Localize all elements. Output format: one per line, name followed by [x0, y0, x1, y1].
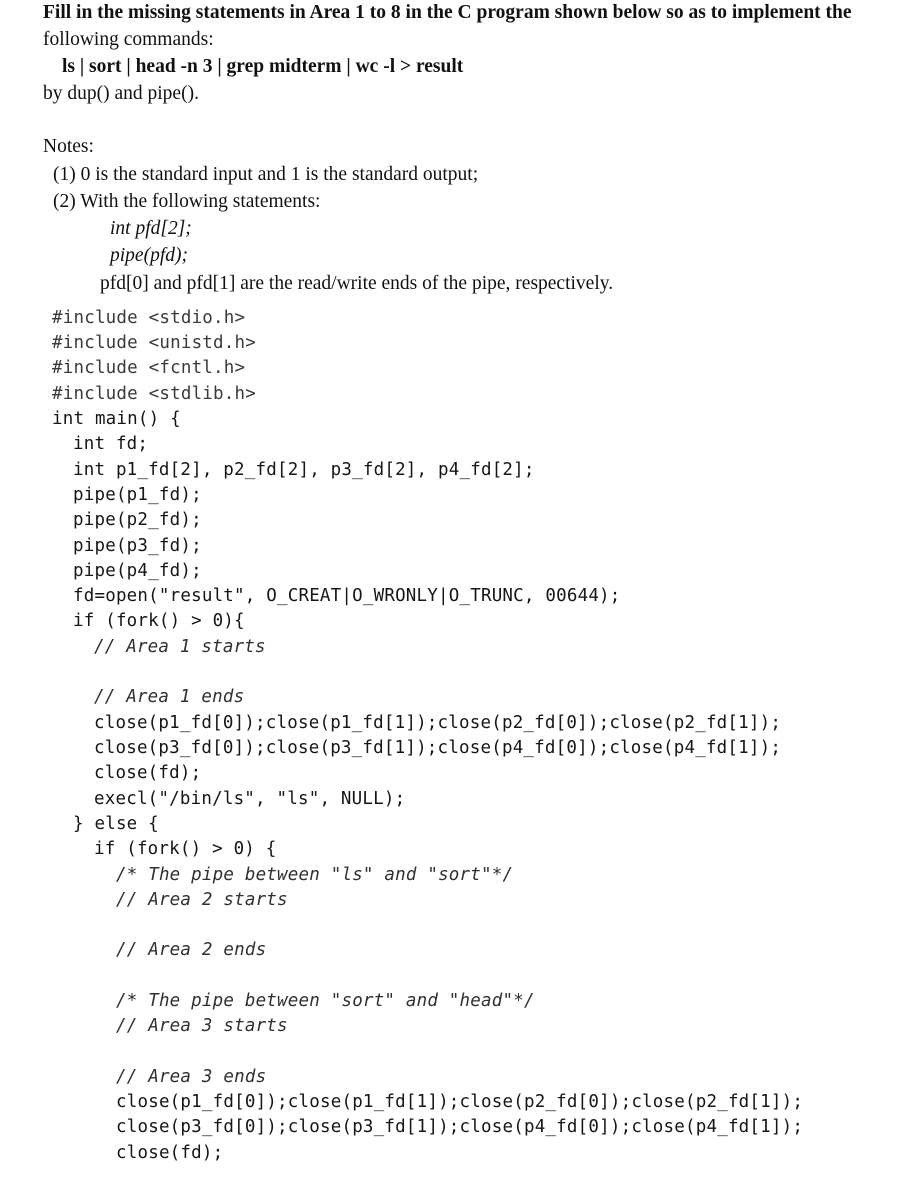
code-line: #include <stdio.h> [52, 308, 246, 328]
area-2-start-comment: // Area 2 starts [116, 890, 288, 910]
code-line: if (fork() > 0){ [73, 611, 245, 631]
notes-heading: Notes: [43, 136, 94, 157]
code-line: int main() { [52, 409, 181, 429]
note-statement-2: pipe(pfd); [110, 245, 188, 266]
code-line: close(p3_fd[0]);close(p3_fd[1]);close(p4_fd[0]);close(p4_fd[1]); [94, 738, 782, 758]
code-line: #include <unistd.h> [52, 333, 256, 353]
area-1-end-comment: // Area 1 ends [94, 687, 245, 707]
note-item-2: (2) With the following statements: [53, 191, 321, 212]
area-3-end-comment: // Area 3 ends [116, 1067, 267, 1087]
question-intro-line [43, 0, 852, 26]
code-line: close(p3_fd[0]);close(p3_fd[1]);close(p4_fd[0]);close(p4_fd[1]); [116, 1117, 804, 1137]
code-line: pipe(p4_fd); [73, 561, 202, 581]
code-line: close(p1_fd[0]);close(p1_fd[1]);close(p2_fd[0]);close(p2_fd[1]); [116, 1092, 804, 1112]
code-line: #include <stdlib.h> [52, 384, 256, 404]
code-line: int fd; [73, 434, 149, 454]
code-line: #include <fcntl.h> [52, 358, 246, 378]
code-line: fd=open("result", O_CREAT|O_WRONLY|O_TRUNC, 00644); [73, 586, 621, 606]
pipeline-command: ls | sort | head -n 3 | grep midterm | wc -l > result [62, 56, 464, 77]
area-1-start-comment: // Area 1 starts [94, 637, 266, 657]
area-3-start-comment: // Area 3 starts [116, 1016, 288, 1036]
code-line: } else { [73, 814, 159, 834]
question-intro-rest: so as to implement the [661, 2, 852, 23]
code-line: int p1_fd[2], p2_fd[2], p3_fd[2], p4_fd[2]; [73, 460, 535, 480]
note-item-1: (1) 0 is the standard input and 1 is the standard output; [53, 164, 479, 185]
note-explanation: pfd[0] and pfd[1] are the read/write ends of the pipe, respectively. [100, 273, 614, 294]
pipe-ls-sort-comment: /* The pipe between "ls" and "sort"*/ [116, 865, 514, 885]
area-2-end-comment: // Area 2 ends [116, 940, 267, 960]
code-line: execl("/bin/ls", "ls", NULL); [94, 789, 406, 809]
code-line: close(fd); [94, 763, 202, 783]
code-line: close(fd); [116, 1143, 224, 1163]
code-line: pipe(p3_fd); [73, 536, 202, 556]
note-statement-1: int pfd[2]; [110, 218, 192, 239]
question-intro-line2: following commands: [43, 29, 214, 50]
code-line: if (fork() > 0) { [94, 839, 277, 859]
code-line: pipe(p1_fd); [73, 485, 202, 505]
by-line: by dup() and pipe(). [43, 83, 199, 104]
question-intro-bold: Fill in the missing statements in Area 1 to 8 in the C program shown below [43, 2, 662, 23]
code-line: pipe(p2_fd); [73, 510, 202, 530]
pipe-sort-head-comment: /* The pipe between "sort" and "head"*/ [116, 991, 535, 1011]
code-line: close(p1_fd[0]);close(p1_fd[1]);close(p2_fd[0]);close(p2_fd[1]); [94, 713, 782, 733]
